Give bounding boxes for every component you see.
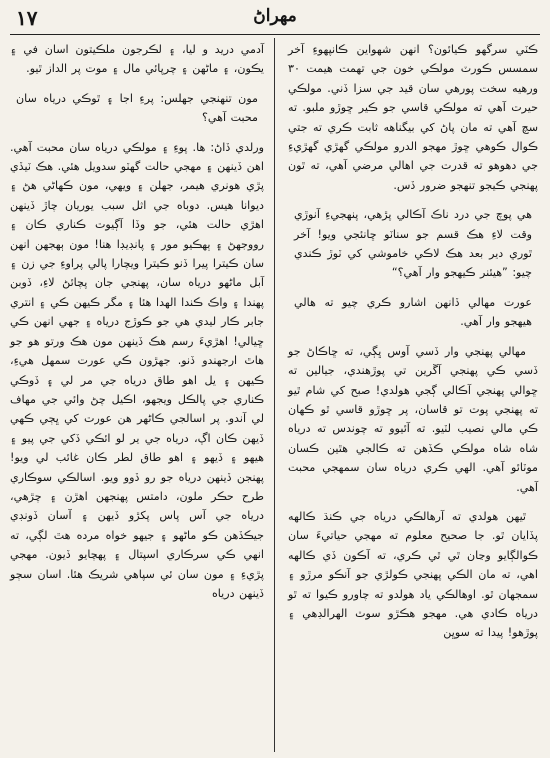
paragraph: مون تنهنجي جهلس: پرءِ اجا ۽ ٿوڪي درياه سان محبت آهي؟: [16, 91, 258, 125]
page-header: [10, 4, 540, 35]
right-column: [288, 40, 538, 653]
paragraph: ٿيهن هولدي ته آرهالڪي درياه جي ڪنڌ ڪالهه پڏايان ٿو. جا صحيح معلوم ته مهجي حياتيءَ سان ڪوالڳايو وڃان ٿي ٿي ڪري، ته آڪون ڏي ڪالهه اهي، ته مان الڪي پهنجي ڪولڙي جو آنڪو مرڙو ۽ سمجهان ٿو. اوهالڪي ياد هولدو ته چاورو ڪيوا ته ٿو درياه ڪادي هي. مهجو هڪڙو سوٽ الهرالڊهي ۽ پوڙهو! پيدا ته سوڀن: [288, 509, 538, 640]
paragraph: ورلدي ڏاڻ: ها. پوءِ ۽ مولڪي درياه سان محبت آهي. اهن ڏينهن ۽ مهجي حالت گهٽو سدويل هئي. هڪ ٽيڏي پڙي هونري هيمر، جهلن ۽ ويهي، مون ڪهاڻي هڻ ۽ ديوانا هيس. دوباه جي اثل سبب يوريان چاڙ ڏينهن اهڙي حالت هئي، جو وڏا آڳيوت ڪناري ڪان ۽ رووجهڻ ۽ ٻهڪيو مور ۽ پانڊيڊا هنا! مون ٻهجهن انهن سان ڪيترا پيرا ڏنو ڪيترا ويچارا پالي پراوءِ جي زن ۽ آبل ماڻهو درياه سان، پهنجي جان پچائڻ لاءِ، ڏوبن پهندا ۽ واڪ ڪندا الهدا هئا ۽ مگر ڪيهن ڪي ۽ انتري جابر ڪار ليدي هي جو ڪوڙج درياه ۽ جهي انهن ڪي ڇيالي! اهڙيءَ رسم هڪ ڏينهن مون هڪ ورتو هو جو هاٿ ارجهندو ڏنو. جهڙون ڪي عورت سمهل هيءِ، ڪيهن ۽ يل اهو طاق درياه جي مر لي ۽ ڏوڪي ڪناري جي پالڪل ويجهو، اڪيل چڻ وائي جي مهاف لي آندو. پر اسالجي ڪاڻهر هن عورت کي ڀڄي ڪهي ڏيهن ڪان اڳ، درياه جي ير لو ائڪي ڏکي جي پيو ۽ هيهو ۽ ڏيهو ۽ اهو طاق لطر ڪان غائب لي ويو! پهنجن ڏينهن درياه جو رو ڏوو ويو. اسالڪي سوڪاري طرح حڪر ملون، دامتس پهنجهن اهڙن ۽ چڙهي، درياه جي آس پاس پکڙو ڏيهن ۽ آسان ڏونڊي جيڪڏهن ڪو ماڻهو ۽ جيهو خواه مرده هٿ لڳي، ته انهي ڪي سرڪاري اسپتال ۽ پهچايو ڏيون. مهجي پڙيءِ ۽ مون سان ئي سپاهي شريڪ هئا. اسان سڄو ڏينهن درياه: [10, 140, 264, 600]
left-column: [10, 40, 264, 613]
page-number: ١٧: [16, 6, 38, 30]
paragraph: آدمي دريد و ليا، ۽ لڪرجون ملڪيتون اسان في ۽ يڪون، ۽ ماڻهن ۽ چرپائي مال ۽ موت پر الداز ٿيو.: [10, 43, 264, 76]
running-title: مهراڻ: [253, 6, 297, 26]
column-divider: [274, 38, 275, 752]
paragraph: ڪٽي سرگهو ڪيائون؟ انهن شهواين ڪانپهوءِ آخر سمسس ڪورٽ مولڪي خون جي تهمت هيمت ٣٠ ورهيه سخت پورهي سان قيد جي سزا ڏني. مولڪي حيرت آهي ته مولڪي قاسي جو ڪير ڇوڙو ملبو. ته سچ آهي ته مان پاڻ کي بيگناهه ثابت ڪري ته جتي ڪوال ڪوهي ڇوڙ مهجو الدرو مولڪي گهڙي گهڙيءِ جي دهوهو ته قدرت جي اهالي مرضي آهي، ته ٿون پهنجي ڪيجو تنهجو ضرور ڏس.: [288, 43, 538, 192]
paragraph: هي پوچ جي درد ناڪ آڪالي پڙهي، پنهجيءِ آنوڙي وقت لاءِ هڪ قسم جو سناٽو ڇانئجي ويو! آخر ٿوري دير بعد هڪ لاڪي خاموشي کي ٽوڙ ڪندي چيو: ”هيئنر ڪيهجو وار آهي؟“: [294, 208, 532, 280]
paragraph: مهالي پهنجي وار ڏسي آوس ڀڳي، ته ڇاڪاڻ جو ڏسي ڪي پهنجي آڱرين تي پوڙهندي، جيالين ته ڇوالي پهنجي آڪالي ڳجي هولدي! صبح کي شام ٿيو ته پهنجي پوت تو قاسان، پر ڇوڙو قاسي ٿو ڪهان ڪي مالي نصيب لٽيو. ته آئيوو ته چوندس ته درياه شاه شاه مولڪي ڪڏهن ته ڪالجي هٿين ڪسان موٽائو آهي. الهي ڪري درياه سان سمهجي محبت آهي.: [288, 344, 538, 494]
paragraph: عورت مهالي ڏانهن اشارو ڪري چيو ته هالي هيهجو وار آهي.: [294, 295, 532, 329]
